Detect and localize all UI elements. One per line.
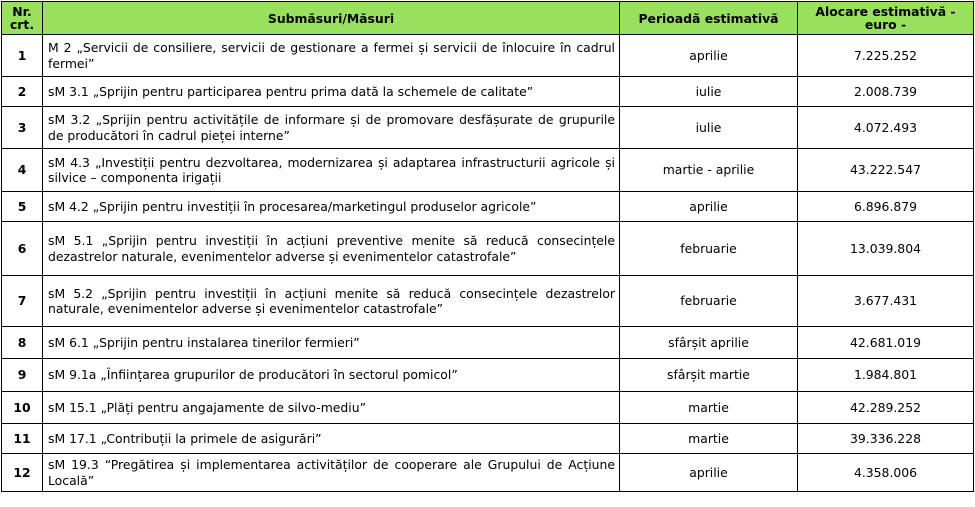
table-row: [2, 392, 974, 424]
row-measure: M 2 „Servicii de consiliere, servicii de gestionare a fermei și servicii de înlocuire în cadrul fermei”: [43, 35, 620, 77]
row-amount: 7.225.252: [798, 35, 974, 77]
row-amount: 42.681.019: [798, 327, 974, 359]
row-amount: 6.896.879: [798, 192, 974, 222]
row-amount: 43.222.547: [798, 149, 974, 192]
row-number: 2: [2, 77, 43, 107]
row-period: aprilie: [620, 35, 798, 77]
row-amount: 3.677.431: [798, 276, 974, 327]
table-row: [2, 77, 974, 107]
row-measure: sM 17.1 „Contribuții la primele de asigurări”: [43, 424, 620, 454]
row-measure: sM 5.2 „Sprijin pentru investiții în acțiuni menite să reducă consecințele dezastrelor naturale, evenimentelor adverse și evenimentelor catastrofale”: [43, 276, 620, 327]
row-number: 8: [2, 327, 43, 359]
table-row: [2, 454, 974, 492]
table-row: [2, 359, 974, 392]
table-row: [2, 107, 974, 149]
row-amount: 1.984.801: [798, 359, 974, 392]
table-row: [2, 35, 974, 77]
allocation-table: [1, 1, 974, 492]
row-measure: sM 15.1 „Plăți pentru angajamente de silvo-mediu”: [43, 392, 620, 424]
row-amount: 2.008.739: [798, 77, 974, 107]
row-measure: sM 4.2 „Sprijin pentru investiții în procesarea/marketingul produselor agricole”: [43, 192, 620, 222]
header-period: Perioadă estimativă: [620, 2, 798, 35]
table-row: [2, 276, 974, 327]
table-row: [2, 222, 974, 276]
table-row: [2, 327, 974, 359]
row-measure: sM 19.3 “Pregătirea și implementarea activităților de cooperare ale Grupului de Acțiune Locală”: [43, 454, 620, 492]
row-amount: 42.289.252: [798, 392, 974, 424]
row-measure: sM 6.1 „Sprijin pentru instalarea tinerilor fermieri”: [43, 327, 620, 359]
row-period: iulie: [620, 107, 798, 149]
row-amount: 4.358.006: [798, 454, 974, 492]
header-amount: Alocare estimativă - euro -: [798, 2, 974, 35]
row-period: iulie: [620, 77, 798, 107]
table-row: [2, 192, 974, 222]
row-period: sfârșit aprilie: [620, 327, 798, 359]
row-amount: 39.336.228: [798, 424, 974, 454]
row-measure: sM 3.1 „Sprijin pentru participarea pentru prima dată la schemele de calitate”: [43, 77, 620, 107]
row-number: 7: [2, 276, 43, 327]
row-period: februarie: [620, 222, 798, 276]
row-period: aprilie: [620, 192, 798, 222]
row-period: sfârșit martie: [620, 359, 798, 392]
row-number: 12: [2, 454, 43, 492]
row-number: 6: [2, 222, 43, 276]
table-row: [2, 424, 974, 454]
row-measure: sM 4.3 „Investiții pentru dezvoltarea, modernizarea și adaptarea infrastructurii agricole și silvice – componenta irigații: [43, 149, 620, 192]
row-number: 10: [2, 392, 43, 424]
row-number: 5: [2, 192, 43, 222]
row-period: martie: [620, 424, 798, 454]
row-number: 3: [2, 107, 43, 149]
table-row: [2, 149, 974, 192]
row-amount: 4.072.493: [798, 107, 974, 149]
row-measure: sM 5.1 „Sprijin pentru investiții în acțiuni preventive menite să reducă consecințele dezastrelor naturale, evenimentelor adverse și evenimentelor catastrofale”: [43, 222, 620, 276]
row-measure: sM 3.2 „Sprijin pentru activitățile de informare și de promovare desfășurate de grupurile de producători în cadrul pieței interne”: [43, 107, 620, 149]
row-period: februarie: [620, 276, 798, 327]
row-number: 4: [2, 149, 43, 192]
header-measure: Submăsuri/Măsuri: [43, 2, 620, 35]
header-row: [2, 2, 974, 35]
row-number: 1: [2, 35, 43, 77]
row-period: martie - aprilie: [620, 149, 798, 192]
row-measure: sM 9.1a „Înființarea grupurilor de producători în sectorul pomicol”: [43, 359, 620, 392]
row-amount: 13.039.804: [798, 222, 974, 276]
row-period: martie: [620, 392, 798, 424]
row-period: aprilie: [620, 454, 798, 492]
row-number: 9: [2, 359, 43, 392]
header-nr: Nr. crt.: [2, 2, 43, 35]
row-number: 11: [2, 424, 43, 454]
